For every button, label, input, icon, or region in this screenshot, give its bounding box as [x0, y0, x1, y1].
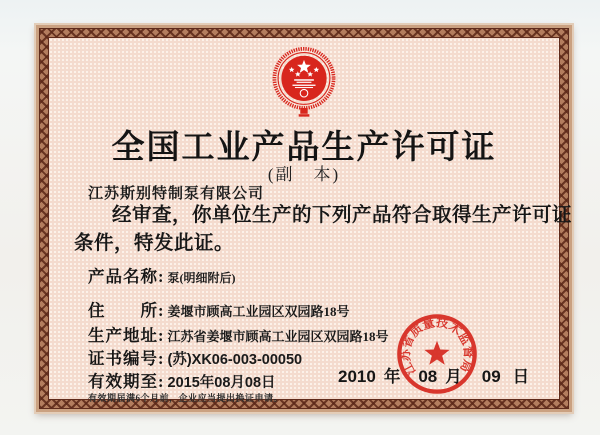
field-value: 泵(明细附后)	[167, 271, 236, 285]
certificate-title: 全国工业产品生产许可证	[111, 128, 497, 165]
issue-month-unit: 月	[445, 367, 462, 386]
field-row-certificate-number	[88, 345, 302, 369]
field-label: 住 所:	[88, 301, 165, 320]
field-value: (苏)XK06-003-00050	[167, 352, 303, 368]
prc-national-emblem-icon	[267, 45, 341, 125]
field-row-address	[88, 297, 350, 321]
issue-day-unit: 日	[512, 367, 530, 386]
issue-day: 09	[481, 367, 501, 386]
certificate-subtitle: (副 本)	[267, 165, 341, 184]
field-value: 姜堰市顾高工业园区双园路18号	[167, 304, 350, 319]
field-value: 江苏省姜堰市顾高工业园区双园路18号	[167, 329, 389, 344]
seal-star-icon	[424, 341, 449, 365]
issue-year-unit: 年	[383, 367, 401, 386]
issue-month: 08	[418, 367, 438, 386]
field-label: 生产地址:	[88, 326, 165, 345]
grant-statement	[74, 202, 572, 258]
certificate	[36, 25, 572, 412]
grant-statement-line2: 条件，特发此证。	[74, 233, 235, 254]
field-row-product-name	[88, 263, 236, 287]
field-value: 2015年08月08日	[167, 375, 276, 391]
field-row-production-address	[88, 322, 389, 346]
issue-year: 2010	[338, 367, 376, 386]
field-row-valid-until	[88, 368, 276, 392]
seal-text: 江苏省质量技术监督局	[398, 315, 476, 378]
field-label: 有效期至:	[88, 372, 165, 391]
field-label: 产品名称:	[88, 267, 165, 286]
renewal-footnote: 有效期届满6个月前，企业应当提出换证申请。	[88, 393, 284, 403]
field-label: 证书编号:	[88, 349, 165, 368]
official-seal	[381, 298, 493, 410]
grant-statement-line1: 经审查，你单位生产的下列产品符合取得生产许可证	[112, 205, 573, 226]
company-name: 江苏斯别特制泵有限公司	[88, 186, 265, 202]
